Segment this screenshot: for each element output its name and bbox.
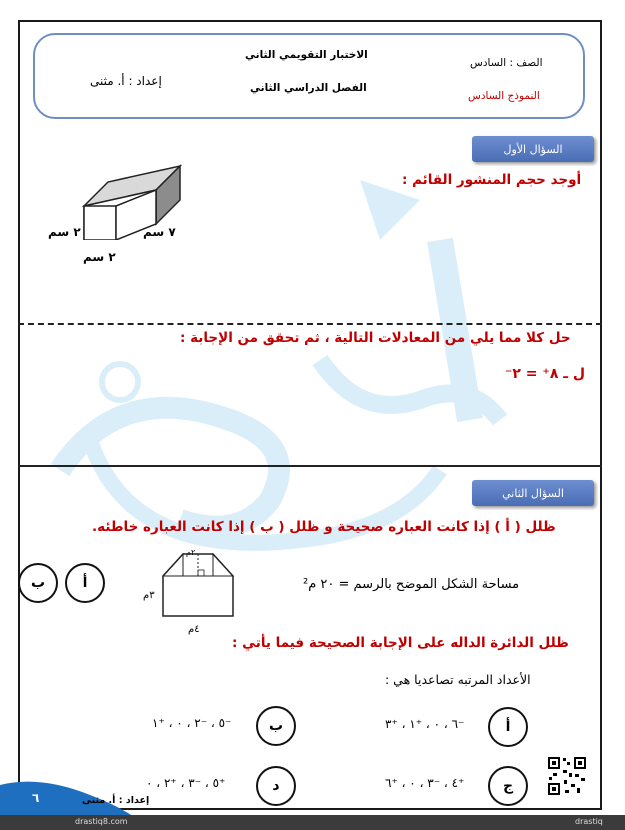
- tab-question-1: السؤال الأول: [472, 136, 594, 162]
- exam-title: الاختبار التقويمي الثاني: [245, 49, 368, 61]
- model-number: النموذج السادس: [468, 90, 540, 102]
- author: إعداد : أ. مثنى: [90, 74, 162, 88]
- divider-dashed: [18, 323, 602, 325]
- multiple-choice-prompt: ظلل الدائرة الداله على الإجابة الصحيحة فيما يأتي :: [232, 635, 569, 651]
- page-number: ٦: [32, 791, 40, 805]
- grade: الصف : السادس: [470, 57, 543, 69]
- qr-code: [547, 756, 587, 796]
- option-d-circle[interactable]: د: [256, 766, 296, 806]
- semester: الفصل الدراسي الثاني: [250, 82, 367, 94]
- equations-prompt: حل كلا مما يلي من المعادلات التالية ، ثم تحقق من الإجابة :: [180, 330, 571, 346]
- choice-b-circle[interactable]: ب: [18, 563, 58, 603]
- divider-solid: [18, 465, 602, 467]
- footer-bar: [0, 815, 625, 830]
- shape-side-label: ٣م: [143, 590, 155, 601]
- option-c-text: ⁺٤ ، ⁻٣ ، ٠ ، ⁺٦: [385, 776, 465, 790]
- option-d-text: ⁺٥ ، ⁻٣ ، ⁺٢ ، ٠: [146, 776, 226, 790]
- option-a-text: ⁻٦ ، ٠ ، ⁺١ ، ⁺٣: [385, 717, 465, 731]
- tab-question-2: السؤال الثاني: [472, 480, 594, 506]
- dim-length: ٧ سم: [143, 225, 176, 239]
- multiple-choice-question: الأعداد المرتبه تصاعديا هي :: [385, 672, 531, 687]
- true-false-prompt: ظلل ( أ ) إذا كانت العباره صحيحة و ظلل ( ب ) إذا كانت العباره خاطئه.: [92, 519, 556, 535]
- option-b-circle[interactable]: ب: [256, 706, 296, 746]
- site-link-left[interactable]: drastiq8.com: [75, 817, 128, 826]
- dim-height: ٢ سم: [48, 225, 81, 239]
- choice-a-circle[interactable]: أ: [65, 563, 105, 603]
- shape-bottom-label: ٤م: [188, 624, 200, 635]
- area-statement: مساحة الشكل الموضح بالرسم = ٢٠ م²: [303, 577, 520, 592]
- equation: ل ـ ٨⁺ = ٢⁻: [505, 366, 586, 382]
- dim-width: ٢ سم: [83, 250, 116, 264]
- option-b-text: ⁻٥ ، ⁻٢ ، ٠ ، ⁺١: [152, 716, 232, 730]
- site-link-right[interactable]: drastiq: [575, 817, 603, 826]
- prism-prompt: أوجد حجم المنشور القائم :: [402, 172, 582, 188]
- footer-author: إعداد : أ. مثنى: [82, 795, 150, 806]
- house-shape-figure: [158, 552, 238, 622]
- option-c-circle[interactable]: ج: [488, 766, 528, 806]
- shape-top-label: ٢م: [186, 548, 196, 557]
- option-a-circle[interactable]: أ: [488, 707, 528, 747]
